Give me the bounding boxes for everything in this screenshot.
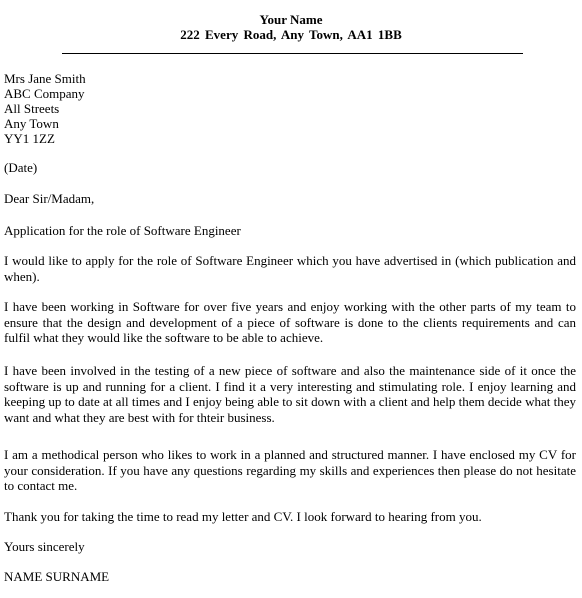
body-paragraph: I would like to apply for the role of Software Engineer which you have advertised in (which publication and when). [4,253,576,284]
signature-name: NAME SURNAME [4,569,110,584]
recipient-line: Mrs Jane Smith [4,71,86,86]
sender-name: Your Name [259,12,323,27]
closing: Yours sincerely [4,539,85,554]
header-divider [62,53,523,54]
subject-line: Application for the role of Software Engineer [4,223,241,238]
body-paragraph: I am a methodical person who likes to work in a planned and structured manner. I have enclosed my CV for your consideration. If you have any questions regarding my skills and experiences then please do not hesitate to contact me. [4,447,576,493]
salutation: Dear Sir/Madam, [4,191,95,206]
recipient-line: ABC Company [4,86,85,101]
recipient-address [4,71,86,146]
recipient-line: All Streets [4,101,60,116]
body-paragraph: I have been working in Software for over five years and enjoy working with the other parts of my team to ensure that the design and development of a piece of software is done to the clients requirements and can fulfil what they would like the software to be able to achieve. [4,299,576,345]
body-paragraph: I have been involved in the testing of a new piece of software and also the maintenance side of it once the software is up and running for a client. I find it a very interesting and stimulating role. I enjoy learning and keeping up to date at all times and I enjoy being able to sit down with a client and help them decide what they want and what they are best with for thteir business. [4,363,576,425]
recipient-line: Any Town [4,116,59,131]
letter-date: (Date) [4,160,38,175]
body-paragraph: Thank you for taking the time to read my letter and CV. I look forward to hearing from you. [4,509,482,524]
recipient-line: YY1 1ZZ [4,131,55,146]
sender-address: 222 Every Road, Any Town, AA1 1BB [180,27,402,42]
